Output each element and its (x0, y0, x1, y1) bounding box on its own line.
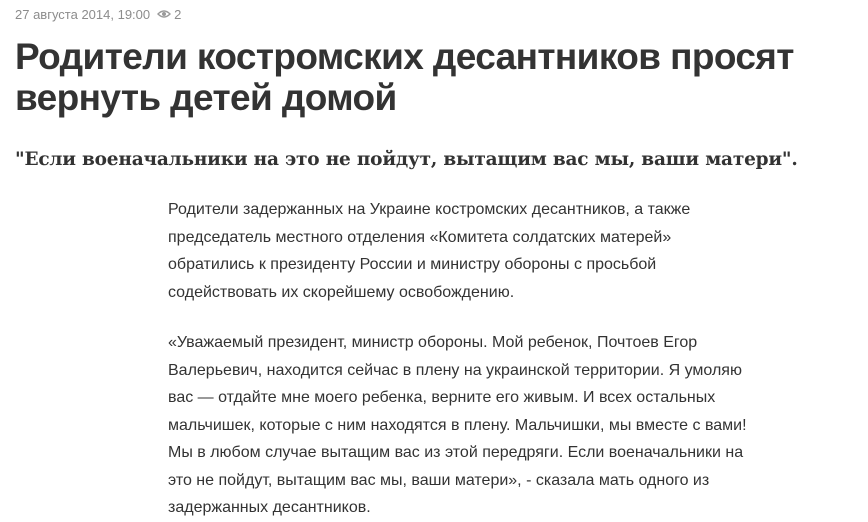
article-paragraph: Родители задержанных на Украине костромских десантников, а также председатель местного отделения «Комитета солдатских матерей» обратились к президенту России и министру обороны с просьбой содействовать их скорейшему освобождению. (168, 201, 691, 301)
article-paragraph: «Уважаемый президент, министр обороны. Мой ребенок, Почтоев Егор Валерьевич, находится сейчас в плену на украинской территории. Я умоляю вас — отдайте мне моего ребенка, верните его живым. И всех остальных мальчишек, которые с ним находятся в плену. Мальчишки, мы вместе с вами! Мы в любом случае вытащим вас из этой передряги. Если военачальники на это не пойдут, вытащим вас мы, ваши матери», - сказала мать одного из задержанных десантников. (168, 334, 747, 516)
article-subtitle: "Если военачальники на это не пойдут, вытащим вас мы, ваши матери". (15, 149, 798, 170)
publish-date: 27 августа 2014, 19:00 (15, 6, 151, 22)
article-meta (15, 5, 181, 23)
view-count: 2 (174, 6, 182, 22)
eye-icon (157, 9, 171, 19)
article-title: Родители костромских десантников просят вернуть детей домой (15, 36, 794, 118)
article-body (168, 196, 758, 522)
